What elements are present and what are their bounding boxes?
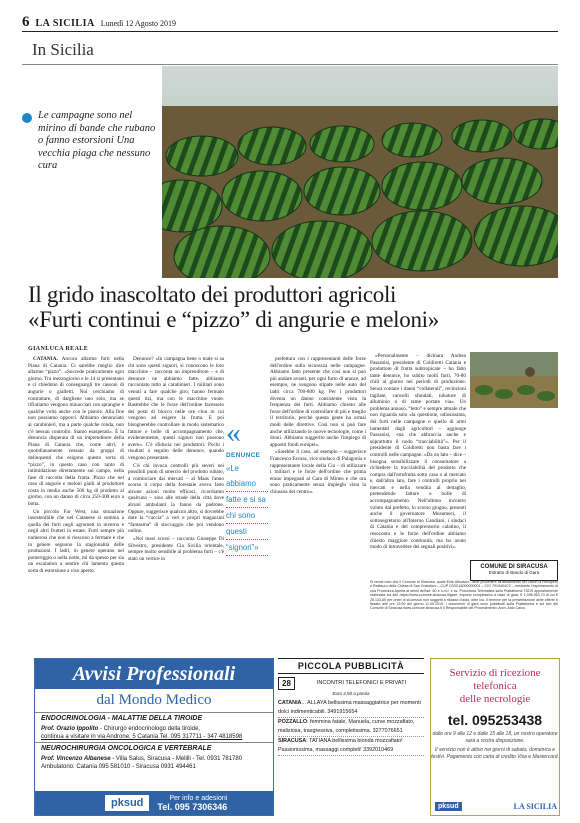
bullet-icon: [22, 113, 32, 123]
ad-section-2: NEUROCHIRURGIA ONCOLOGICA E VERTEBRALE: [35, 742, 273, 754]
masthead: LA SICILIA: [35, 18, 95, 29]
paragraph: [128, 356, 224, 462]
pull-quote: [226, 418, 268, 556]
paragraph-text: Denunce? «In campagna bene o male si sa chi sono questi signori, si conoscono le loro macchine – racconta un imprenditore – e di denunce ne abbiamo fatte, abbiamo raccontato tutto ai carabinieri. I militari sono venuti a fare qualche giro, hanno fermato questi tizi, ma con le macchine vuote. Bastrebbe che le forze dell'ordine facessero dei posti di blocco nelle ore clou in cui vengono ad esigere la frutta. E poi bisognerebbe controllare in modo sistematico fatture e bolle di accompagnamento che, evidentemente, questi signori non possono avere». C'è sfiducia nei produttori. Pochi i risultati a seguito delle denunce, quando vengono presentate.: [128, 356, 224, 461]
item-text: femmina fatale, Manuela, curve mozzafiato, maliziosa, trasgressiva, completissima. 3277076651: [278, 719, 415, 734]
teaser: [38, 110, 156, 173]
headline: [28, 282, 558, 332]
paragraph-text: C'è chi invoca controlli più severi nei possibili punti di smercio del prodotto rubato, a cominciare dai mercati – al Maas l'anno scorso il corpo della forestale aveva fatto alcune azioni molto efficaci, ricordiamo qualcuno – sino alle strade della città dove alcuni ambulanti la fanno da padrone. Oppure, suggerisce qualcun altro, si dovrebbe dare la “caccia” a veri e propri magazzini “fantasma” di stoccaggio che poi vendono online.: [128, 462, 224, 535]
headline-line-2: «Furti continui e “pizzo” di angurie e meloni»: [28, 307, 439, 332]
issue-date: Lunedì 12 Agosto 2019: [100, 19, 177, 28]
paragraph: [370, 353, 466, 551]
quote-label: DENUNCE: [226, 452, 261, 459]
la-sicilia-logo: LA SICILIA: [513, 802, 557, 811]
doctor-address: continua a visitare in via Androne, 5 Catania Tel. 095 317711 - 347 4818598: [41, 734, 243, 740]
necro-title-line: Servizio di ricezione: [449, 667, 541, 679]
category-name: INCONTRI TELEFONICI E PRIVATI: [316, 680, 407, 687]
notice-title: COMUNE DI SIRACUSA: [480, 564, 548, 570]
article-column-4: [370, 353, 466, 552]
quote-line: fatte e si sa: [226, 492, 268, 508]
paragraph: [28, 356, 124, 508]
paragraph-text: «Sarebbe il caso, ad esempio – suggerisce Francesco Favara, vice sindaco di Palagonia e rappresentante locale della Cia – di utilizzare i militari e le forze dell'ordine che prima erano impegnati al Cara di Mineo e che ora sono praticamente senza impieghi vista la chiusura del centro».: [270, 449, 366, 495]
header-rule: [22, 31, 558, 32]
headline-line-1: Il grido inascoltato dei produttori agricoli: [28, 282, 397, 307]
ad-medical-notices: [34, 658, 274, 816]
classifieds-title: PICCOLA PUBBLICITÀ: [278, 658, 424, 674]
public-notice: [470, 560, 558, 581]
item-place: POZZALLO: [278, 719, 308, 725]
paragraph: [28, 509, 124, 575]
paragraph-text: Ancora allarme furti nella Piana di Catania. Ci sarebbe meglio dire allarme “pizzo”. «Succede praticamente ogni giorno. Tra mezzogiorno e le 14 si presentano e ci chiedono di consegnargli tre cassoni di angurie o gialletti. Noi cerchiamo di contrattare, di dargliene uno solo, ma se rifiutiamo vengono minacciati con spranghe e qualche volta anche con le pistole. Alla fine non possiamo opporci. Abbiamo denunciato ai carabinieri, ma a parte qualche ronda, non c'è nessun controllo. Siamo esasperati». È la denuncia disperata di un imprenditore della Piana di Catania che, come altri, è quotidianamente vessato da gruppi di delinquenti che esigono questo sorta di “pizzo”, in questo caso con tanto di intimidazione direttamente sul campo, nella fase di raccolta della frutta. Pizzo che nel caso di angurie e meloni gialli al produttore costa in media anche 500 kg di prodotto al giorno, con un danno di circa 250-300 euro a botta.: [28, 356, 124, 508]
section-title: In Sicilia: [32, 40, 94, 59]
article-column-2: [128, 356, 224, 563]
item-place: CATANIA: [278, 700, 302, 706]
ad-classifieds: [278, 658, 424, 816]
quote-text: [226, 461, 268, 556]
ad-obituaries: [430, 658, 560, 816]
list-item: CATANIA... ALLAYA bellissima massaggiatrice per momenti dolci indimenticabili. 3491915654: [278, 699, 424, 718]
page-header: [22, 14, 558, 30]
watermelon-photo: [162, 66, 558, 278]
category-number: 28: [278, 677, 295, 690]
paragraph-text: Un piccolo Far West, una situazione insostenibile che nel Catanese si somma a quella dei furti negli agrumeti in inverno e negli altri frutteti in estate. Furti sempre più numerosi che non si riescono a fermare e che in genere seguono la stagionalità delle produzioni. I ladri, in genere operano nel pomeriggio o nella notte, mi da spesso per sia un escalation a sentire chi lamenta questa sorta di estorsione a viso aperto.: [28, 508, 124, 574]
article-column-3: [270, 356, 366, 496]
item-text: ALLAYA bellissima massaggiatrice per momenti dolci indimenticabili. 3491915654: [278, 700, 421, 715]
quote-line: questi: [226, 524, 268, 540]
price-note: Euro 4,50 a parola: [332, 691, 370, 696]
paragraph-text: «Personalmente – dichiara Andrea Passanisi, presidente di Coldiretti Catania e produttore di frutta subtropicale – ho fatto tante denunce, ho subito molti furti, 70-80 chili al giorno nei periodi di produzione. Senza contare i danni “collaterali”, recinzioni tagliate, cancelli sfondati, tubature di alluminio o di rame portate via». Un problema annoso, “letto” e sempre attuale che non riguarda solo «la questione, odiosissima, dei furti nelle campagne o quello di armi lamentati dagli agricoltori – aggiunge Passanisi, -ma che abbraccia anche e soprattutto il nodo “tracciabilità”». Per il presidente di Coldiretti non basta fare i controlli nelle campagne. «Da un lato – dice – bisogna sensibilizzare il consumatore a richiedere la tracciabilità del prodotto che compra dall'ortofrutta sotto casa o al mercato e, dall'altro lato, fare i controlli proprio nei mercati e nella vendita al dettaglio, pretendendo fatture e bolle di accompagnamento. Nell'ultimo incontro voluto dal prefetto, lo scorso giugno, presenti anche il governatore Musumeci, il sottosegretario all'Interno Candiani, i sindaci di Catania e del comprensorio calatino, il resoconto e le forze dell'ordine abbiamo chiesto maggiore continuità, ma ho avuto modo di intravedere dei segnali positivi».: [370, 353, 466, 551]
doctor-desc: - Chirurgo endocrinologo della tiroide,: [100, 726, 201, 732]
ad-footer: [35, 791, 273, 815]
ad-contact: [157, 795, 227, 812]
ad-title: Avvisi Professionali: [72, 663, 236, 685]
ad-doctor-2: [35, 754, 273, 772]
paragraph: [128, 463, 224, 536]
page-number: 6: [22, 14, 30, 30]
ad-doctor-1: [35, 724, 273, 742]
necro-hours: dalle ore 9 alle 12 e dalle 15 alle 18, un nostro operatore sarà a vostra disposizione.: [432, 731, 558, 744]
necro-title-line: delle necrologie: [459, 693, 531, 705]
classifieds-header: [278, 677, 424, 690]
doctor-desc: - Villa Salus, Siracusa - Melilli - Tel. 0931 781780: [112, 756, 243, 762]
list-item: POZZALLO: femmina fatale, Manuela, curve mozzafiato, maliziosa, trasgressiva, completissima. 3277076651: [278, 718, 424, 737]
contact-label: Per info e adesioni: [169, 794, 228, 802]
teaser-text: Le campagne sono nel mirino di bande che rubano o fanno estorsioni Una vecchia piaga che nessuno cura: [38, 110, 156, 171]
doctor-name: Prof. Orazio Ippolito: [41, 726, 99, 732]
quote-line: “signori”»: [226, 540, 268, 556]
pksud-logo: pksud: [435, 802, 462, 811]
necro-title: [431, 667, 559, 706]
list-item: SIRACUSA: TATIANA bellissima bionda mozzafiato! Passionissima, massaggi completi! 3392010469: [278, 737, 424, 756]
necro-tel: tel. 095253438: [447, 712, 543, 728]
byline: GIANLUCA REALE: [28, 346, 89, 352]
paragraph-text: prefettura con i rappresentanti delle forze dell'ordine sulla sicurezza nelle campagne. Abbiamo fatto presente che così non si può più andare avanti, per ogni furto di arance, ad esempio, ne vengono stipate nelle auto del ladri circa 700-800 kg. Per i produttori diventa un danno consistente vista la frequenza dei furti. Abbiamo chiesto alle forze dell'ordine di controllare di più e meglio il territorio, perché questa gente ha ormai modi delle direttive. Così non si può fare anche utilizzando le nuove tecnologie, come i droni. Abbiamo suggerito anche l'impiego di appositi fondi europei».: [270, 356, 366, 448]
ad-section-1: ENDOCRINOLOGIA - MALATTIE DELLA TIROIDE: [35, 712, 273, 724]
section-rule: [22, 64, 558, 65]
item-text: TATIANA bellissima bionda mozzafiato! Passionissima, massaggi completi! 3392010469: [278, 738, 403, 753]
item-place: SIRACUSA: [278, 738, 307, 744]
necro-footer: [435, 802, 557, 811]
quote-line: chi sono: [226, 508, 268, 524]
paragraph: [270, 449, 366, 495]
paragraph-text: «Nei mesi scorsi – racconta Giuseppe Di Silvestro, presidente Cia Sicilia orientale, sempre molto sensibile al problema furti – c'è stato un vertice in: [128, 536, 224, 562]
quote-line: «Le abbiamo: [226, 461, 268, 492]
dateline: CATANIA.: [33, 356, 58, 362]
paragraph: [270, 356, 366, 448]
field-photo: [470, 352, 558, 408]
article-column-1: [28, 356, 124, 576]
necro-note: Il servizio non è attivo nei giorni di sabato, domenica e festivi. Pagamento con carta di credito Visa e Mastercard.: [431, 747, 559, 760]
ad-header: [35, 659, 273, 689]
doctor-address: Ambulatorio: Catania 095 581010 - Siracusa 0931 494461: [41, 764, 196, 770]
notice-body: Si rende noto che il Comune di Siracusa, quale Ente Attuatore, deve procedere all'affidamento dei Lavori di Recupero e Restauro della Chiesa di San Cristoforo – CUP D33G16000000001 – CIG 7919404CC – mediante l'espletamento di una Procedura Aperta ai sensi dell'art. 60 e s.m.i. e ss. Procedura Telematica sulla Piattaforma TDDS appositamente realizzata sul sito https://www.comune.siracusa.it/gare. Importo complessivo a base di gara: € 1.098.963,70 di cui € 28.133,60 per oneri di sicurezza non soggetti a ribasso d'asta, oltre iva. Il termine per la presentazione delle offerte è fissato alle ore 13:00 del giorno 11.09.2019. I documenti di gara sono pubblicati sulla Piattaforma e sul sito del Comune di Siracusa www.comune.siracusa.it Il Responsabile del Procedimento: Arch. Aldo Calvo.: [370, 580, 558, 611]
paragraph: [128, 536, 224, 562]
notice-subtitle: Estratto di Bando di Gara: [488, 570, 540, 575]
ad-subtitle: dal Mondo Medico: [96, 692, 212, 708]
doctor-name: Prof. Vincenzo Albanese: [41, 756, 111, 762]
necro-title-line: telefonica: [473, 680, 517, 692]
contact-tel: Tel. 095 7306346: [157, 801, 228, 812]
quote-mark-icon: «: [226, 416, 241, 449]
pksud-logo: pksud: [105, 795, 149, 811]
